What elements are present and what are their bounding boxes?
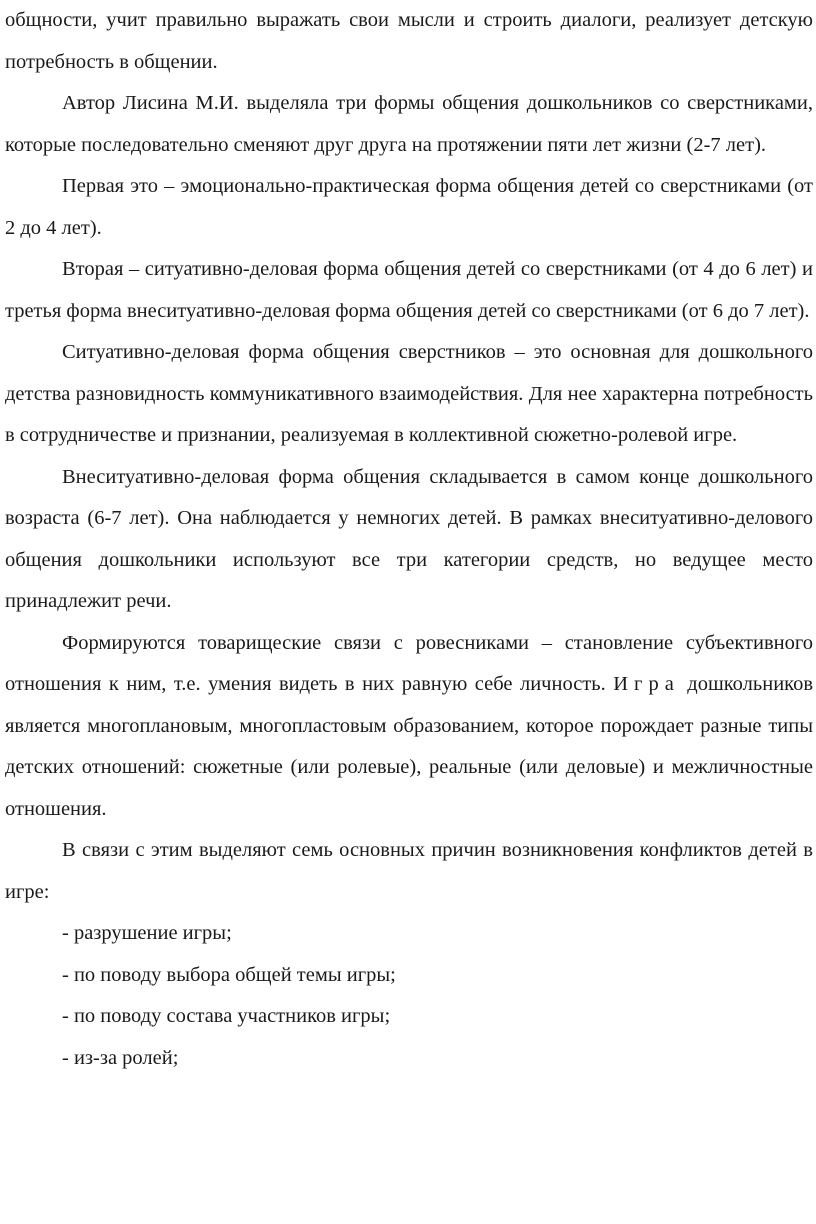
- list-item: - разрушение игры;: [62, 922, 232, 944]
- paragraph-7-after: дошкольников является многоплановым, многопластовым образованием, которое порождает разные типы детских отношений: сюжетные (или ролевые), реальные (или деловые) и межличностные отношения.: [5, 673, 814, 820]
- paragraph-7-before: Формируются товарищеские связи с ровесниками – становление субъективного отношения к ним, т.е. умения видеть в них равную себе личность.: [5, 631, 813, 695]
- list-item: - по поводу выбора общей темы игры;: [62, 963, 396, 986]
- paragraph-7-spaced-word: Игра: [613, 673, 680, 695]
- paragraph-5: Ситуативно-деловая форма общения сверстников – это основная для дошкольного детства разновидность коммуникативного взаимодействия. Для нее характерна потребность в сотрудничестве и признании, реализуемая в коллективной сюжетно-ролевой игре.: [5, 341, 813, 446]
- paragraph-3: Первая это – эмоционально-практическая форма общения детей со сверстниками (от 2 до 4 лет).: [5, 175, 813, 239]
- paragraph-6: Внеситуативно-деловая форма общения складывается в самом конце дошкольного возраста (6-7 лет). Она наблюдается у немногих детей. В рамках внеситуативно-делового общения дошкольники используют все три категории средств, но ведущее место принадлежит речи.: [5, 465, 813, 612]
- paragraph-8: В связи с этим выделяют семь основных причин возникновения конфликтов детей в игре:: [5, 839, 813, 903]
- paragraph-1: общности, учит правильно выражать свои мысли и строить диалоги, реализует детскую потребность в общении.: [5, 9, 813, 73]
- paragraph-2: Автор Лисина М.И. выделяла три формы общения дошкольников со сверстниками, которые последовательно сменяют друг друга на протяжении пяти лет жизни (2-7 лет).: [5, 92, 813, 156]
- paragraph-7: [5, 623, 813, 831]
- list-item: - из-за ролей;: [62, 1046, 179, 1069]
- list-item: - по поводу состава участников игры;: [62, 1005, 391, 1027]
- paragraph-4: Вторая – ситуативно-деловая форма общения детей со сверстниками (от 4 до 6 лет) и третья форма внеситуативно-деловая форма общения детей со сверстниками (от 6 до 7 лет).: [5, 258, 813, 322]
